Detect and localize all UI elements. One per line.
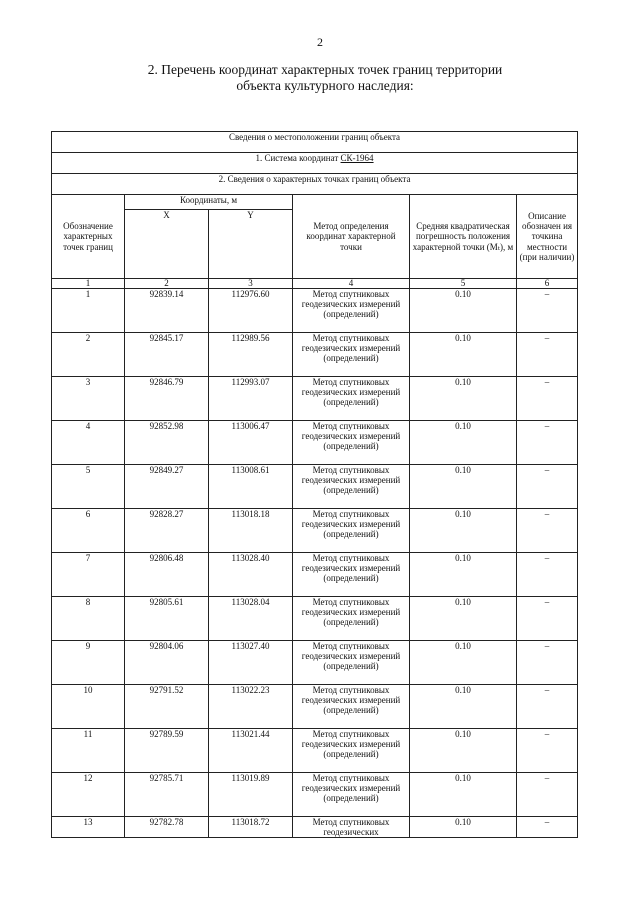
x-coordinate-cell: 92785.71 — [125, 773, 209, 817]
table-row — [52, 729, 578, 773]
header-y: Y — [209, 210, 293, 279]
section-title-line-2: объекта культурного наследия: — [236, 78, 414, 93]
x-coordinate-cell: 92828.27 — [125, 509, 209, 553]
table-row — [52, 421, 578, 465]
header-error: Средняя квадратическая погрешность положения характерной точки (Mₜ), м — [410, 195, 517, 279]
y-coordinate-cell: 112976.60 — [209, 289, 293, 333]
x-coordinate-cell: 92789.59 — [125, 729, 209, 773]
x-coordinate-cell: 92852.98 — [125, 421, 209, 465]
error-cell: 0.10 — [410, 289, 517, 333]
coordinate-system-code: СК-1964 — [340, 153, 374, 163]
header-x: X — [125, 210, 209, 279]
y-coordinate-cell: 113021.44 — [209, 729, 293, 773]
y-coordinate-cell: 113018.72 — [209, 817, 293, 838]
y-coordinate-cell: 113018.18 — [209, 509, 293, 553]
error-cell: 0.10 — [410, 465, 517, 509]
coordinate-system — [52, 153, 578, 174]
table-row — [52, 465, 578, 509]
point-number-cell: 5 — [52, 465, 125, 509]
table-heading: Сведения о местоположении границ объекта — [52, 132, 578, 153]
table-row — [52, 377, 578, 421]
method-cell: Метод спутниковых геодезических измерений (определений) — [293, 597, 410, 641]
point-number-cell: 6 — [52, 509, 125, 553]
table-row — [52, 553, 578, 597]
x-coordinate-cell: 92846.79 — [125, 377, 209, 421]
x-coordinate-cell: 92804.06 — [125, 641, 209, 685]
point-number-cell: 2 — [52, 333, 125, 377]
x-coordinate-cell: 92782.78 — [125, 817, 209, 838]
header-designation: Обозначение характерных точек границ — [52, 195, 125, 279]
error-cell: 0.10 — [410, 773, 517, 817]
description-cell: – — [517, 729, 578, 773]
method-cell: Метод спутниковых геодезических — [293, 817, 410, 838]
points-heading: 2. Сведения о характерных точках границ объекта — [52, 174, 578, 195]
error-cell: 0.10 — [410, 553, 517, 597]
table-row — [52, 773, 578, 817]
method-cell: Метод спутниковых геодезических измерений (определений) — [293, 553, 410, 597]
x-coordinate-cell: 92849.27 — [125, 465, 209, 509]
y-coordinate-cell: 113028.04 — [209, 597, 293, 641]
description-cell: – — [517, 773, 578, 817]
y-coordinate-cell: 113022.23 — [209, 685, 293, 729]
error-cell: 0.10 — [410, 597, 517, 641]
description-cell: – — [517, 377, 578, 421]
header-coordinates: Координаты, м — [125, 195, 293, 210]
table-row — [52, 509, 578, 553]
point-number-cell: 11 — [52, 729, 125, 773]
table-row — [52, 685, 578, 729]
error-cell: 0.10 — [410, 641, 517, 685]
error-cell: 0.10 — [410, 685, 517, 729]
point-number-cell: 12 — [52, 773, 125, 817]
x-coordinate-cell: 92806.48 — [125, 553, 209, 597]
header-description: Описание обозначен ия точкина местности (при наличии) — [517, 195, 578, 279]
error-cell: 0.10 — [410, 333, 517, 377]
y-coordinate-cell: 113019.89 — [209, 773, 293, 817]
header-method: Метод определения координат характерной точки — [293, 195, 410, 279]
method-cell: Метод спутниковых геодезических измерений (определений) — [293, 729, 410, 773]
y-coordinate-cell: 113027.40 — [209, 641, 293, 685]
description-cell: – — [517, 685, 578, 729]
method-cell: Метод спутниковых геодезических измерений (определений) — [293, 333, 410, 377]
x-coordinate-cell: 92839.14 — [125, 289, 209, 333]
column-number: 1 — [52, 279, 125, 289]
coordinates-table — [51, 131, 578, 838]
error-cell: 0.10 — [410, 817, 517, 838]
table-row — [52, 289, 578, 333]
point-number-cell: 10 — [52, 685, 125, 729]
section-title-line-1: 2. Перечень координат характерных точек границ территории — [147, 62, 503, 77]
point-number-cell: 13 — [52, 817, 125, 838]
point-number-cell: 8 — [52, 597, 125, 641]
column-number: 4 — [293, 279, 410, 289]
method-cell: Метод спутниковых геодезических измерений (определений) — [293, 465, 410, 509]
point-number-cell: 1 — [52, 289, 125, 333]
description-cell: – — [517, 333, 578, 377]
method-cell: Метод спутниковых геодезических измерений (определений) — [293, 289, 410, 333]
x-coordinate-cell: 92805.61 — [125, 597, 209, 641]
y-coordinate-cell: 112989.56 — [209, 333, 293, 377]
error-cell: 0.10 — [410, 377, 517, 421]
table-row — [52, 641, 578, 685]
table-row — [52, 817, 578, 838]
point-number-cell: 3 — [52, 377, 125, 421]
column-number: 6 — [517, 279, 578, 289]
description-cell: – — [517, 289, 578, 333]
x-coordinate-cell: 92845.17 — [125, 333, 209, 377]
method-cell: Метод спутниковых геодезических измерений (определений) — [293, 773, 410, 817]
description-cell: – — [517, 465, 578, 509]
point-number-cell: 4 — [52, 421, 125, 465]
point-number-cell: 7 — [52, 553, 125, 597]
y-coordinate-cell: 113028.40 — [209, 553, 293, 597]
method-cell: Метод спутниковых геодезических измерений (определений) — [293, 377, 410, 421]
point-number-cell: 9 — [52, 641, 125, 685]
column-number: 2 — [125, 279, 209, 289]
error-cell: 0.10 — [410, 729, 517, 773]
description-cell: – — [517, 421, 578, 465]
y-coordinate-cell: 112993.07 — [209, 377, 293, 421]
description-cell: – — [517, 509, 578, 553]
table-row — [52, 333, 578, 377]
x-coordinate-cell: 92791.52 — [125, 685, 209, 729]
description-cell: – — [517, 641, 578, 685]
description-cell: – — [517, 553, 578, 597]
error-cell: 0.10 — [410, 421, 517, 465]
table-row — [52, 597, 578, 641]
description-cell: – — [517, 597, 578, 641]
page-number: 2 — [317, 35, 323, 49]
method-cell: Метод спутниковых геодезических измерений (определений) — [293, 509, 410, 553]
column-number: 5 — [410, 279, 517, 289]
section-title — [100, 62, 550, 94]
method-cell: Метод спутниковых геодезических измерений (определений) — [293, 685, 410, 729]
y-coordinate-cell: 113008.61 — [209, 465, 293, 509]
error-cell: 0.10 — [410, 509, 517, 553]
column-number: 3 — [209, 279, 293, 289]
y-coordinate-cell: 113006.47 — [209, 421, 293, 465]
method-cell: Метод спутниковых геодезических измерений (определений) — [293, 641, 410, 685]
method-cell: Метод спутниковых геодезических измерений (определений) — [293, 421, 410, 465]
description-cell: – — [517, 817, 578, 838]
coordinate-system-label: 1. Система координат — [255, 153, 341, 163]
